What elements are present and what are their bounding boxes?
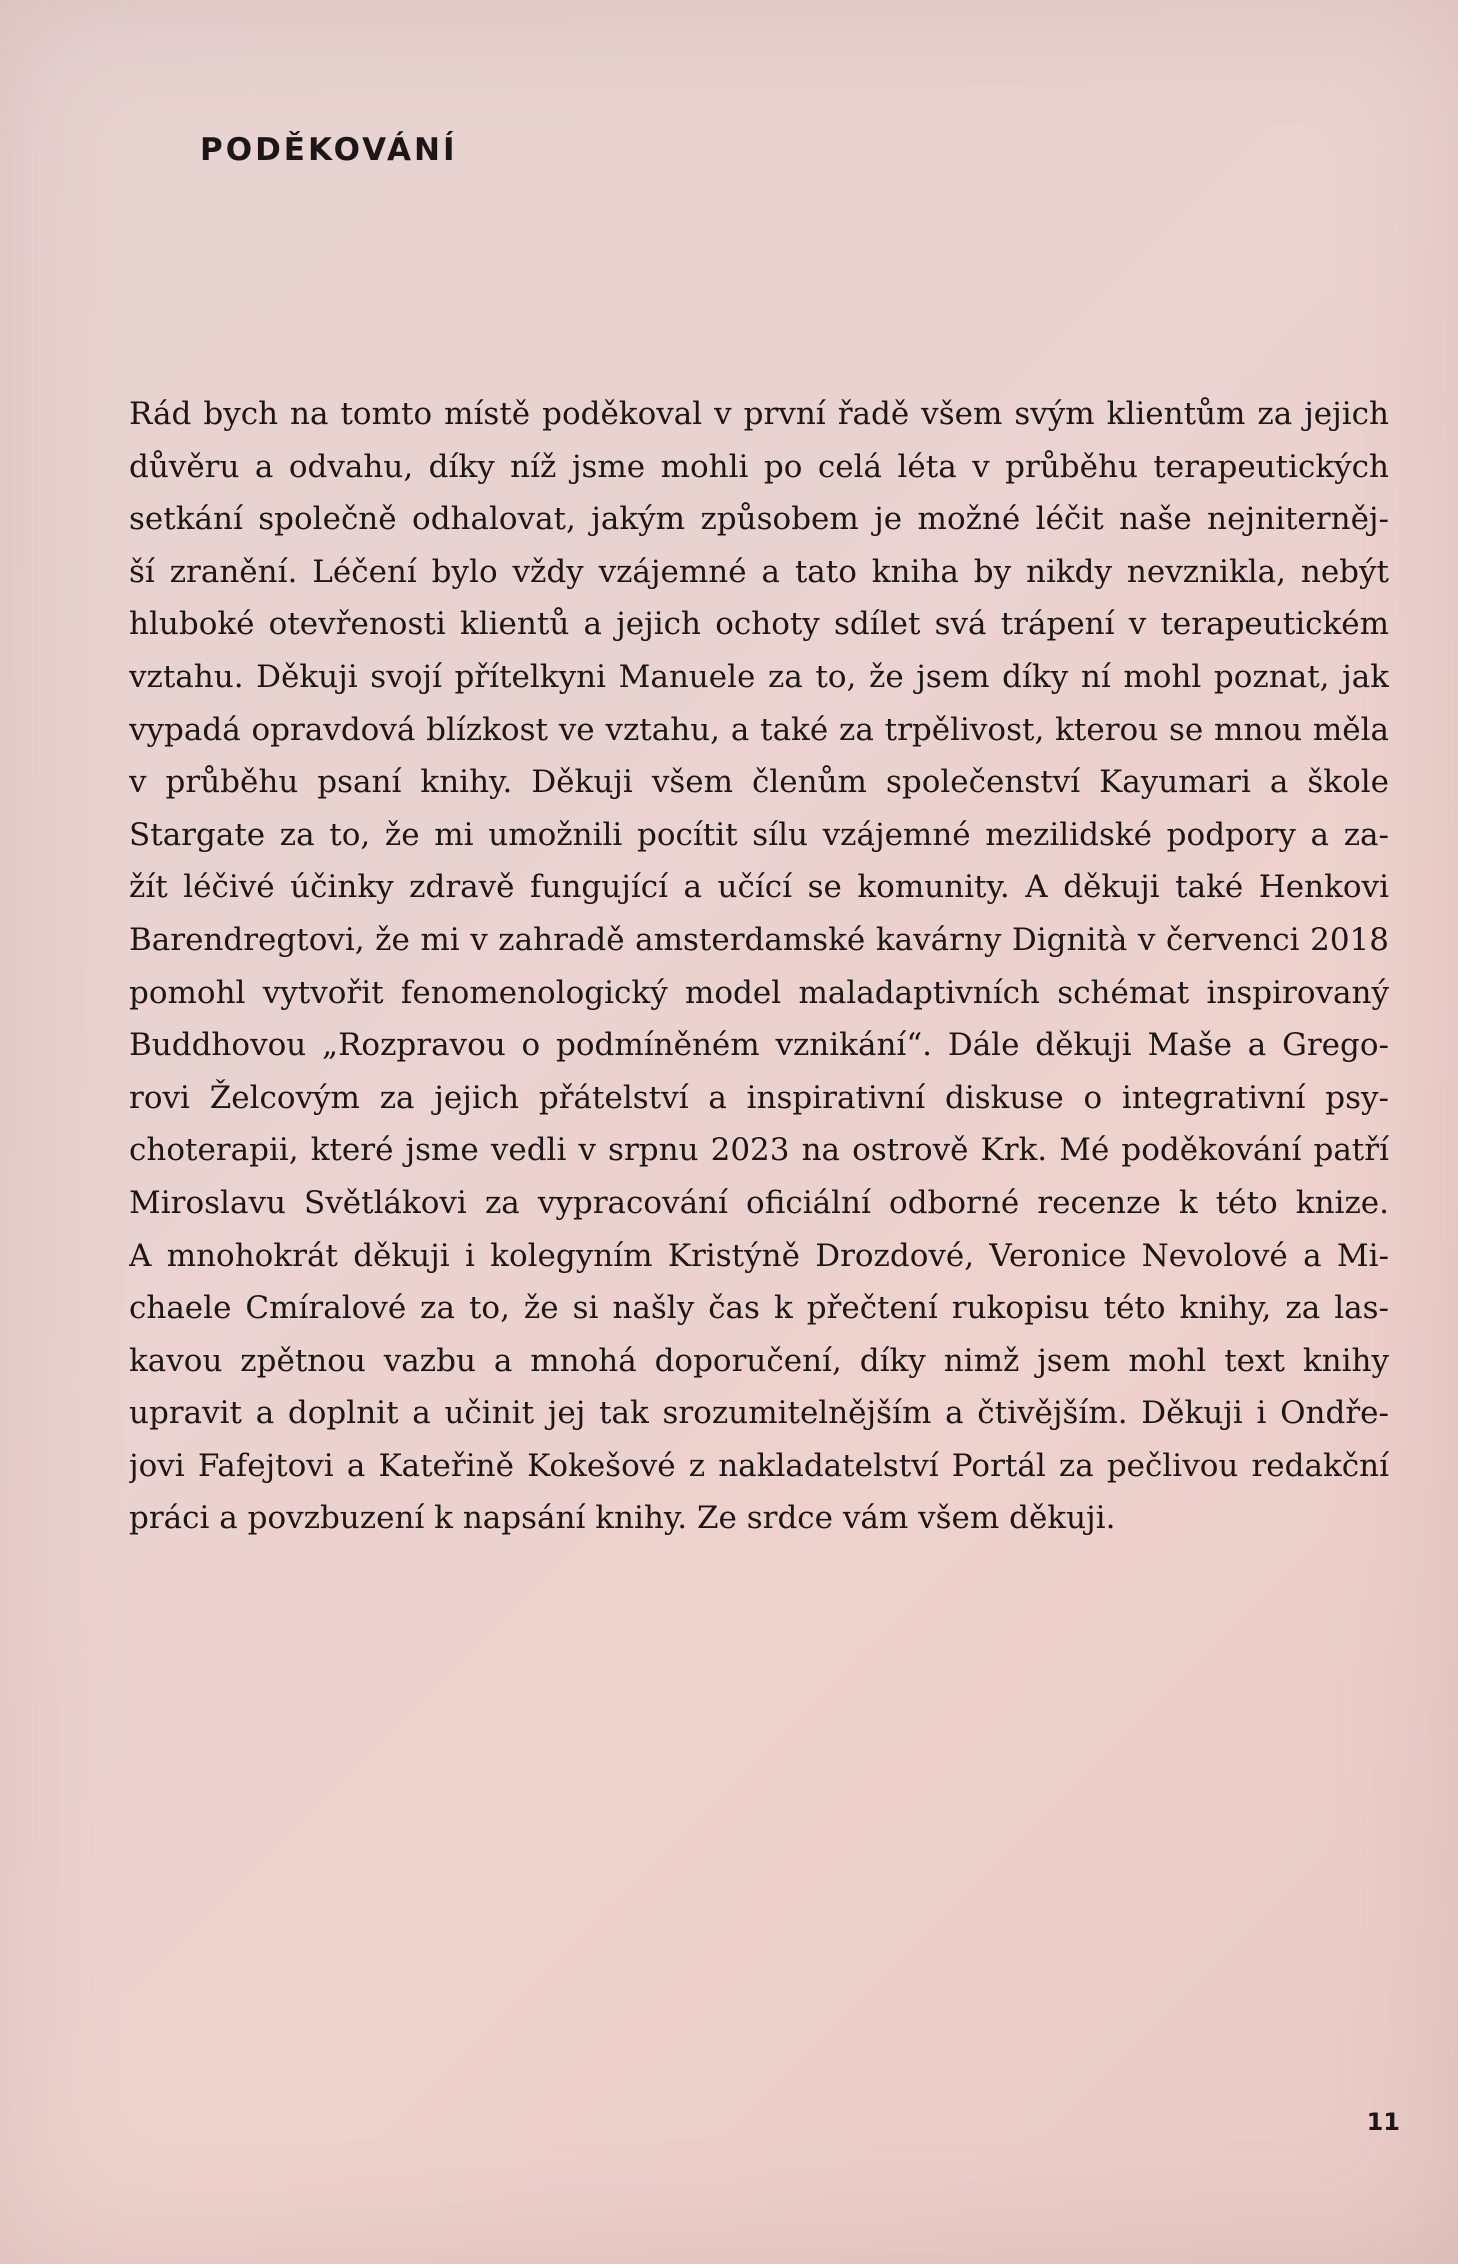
text-line: hluboké otevřenosti klientů a jejich ochoty sdílet svá trápení v terapeutickém [129, 606, 1389, 643]
text-line: Miroslavu Světlákovi za vypracování oficiální odborné recenze k této knize. [129, 1184, 1389, 1221]
text-line: rovi Želcovým za jejich přátelství a inspirativní diskuse o integrativní psy- [129, 1079, 1389, 1116]
text-line: důvěru a odvahu, díky níž jsme mohli po celá léta v průběhu terapeutických [129, 448, 1389, 485]
text-line: vypadá opravdová blízkost ve vztahu, a také za trpělivost, kterou se mnou měla [129, 711, 1389, 748]
text-line: Barendregtovi, že mi v zahradě amsterdamské kavárny Dignità v červenci 2018 [129, 921, 1389, 958]
text-line: pomohl vytvořit fenomenologický model maladaptivních schémat inspirovaný [129, 974, 1389, 1011]
text-line: ší zranění. Léčení bylo vždy vzájemné a tato kniha by nikdy nevznikla, nebýt [129, 553, 1389, 590]
text-line: kavou zpětnou vazbu a mnohá doporučení, díky nimž jsem mohl text knihy [129, 1342, 1389, 1379]
page-heading: PODĚKOVÁNÍ [200, 132, 458, 168]
text-line: Stargate za to, že mi umožnili pocítit sílu vzájemné mezilidské podpory a za- [129, 816, 1389, 853]
text-line: vztahu. Děkuji svojí přítelkyni Manuele za to, že jsem díky ní mohl poznat, jak [129, 658, 1389, 695]
text-line: upravit a doplnit a učinit jej tak srozumitelnějším a čtivějším. Děkuji i Ondře- [129, 1395, 1389, 1432]
text-line: jovi Fafejtovi a Kateřině Kokešové z nakladatelství Portál za pečlivou redakční [129, 1447, 1389, 1484]
text-line: setkání společně odhalovat, jakým způsobem je možné léčit naše nejniterněj- [129, 501, 1389, 538]
text-line: práci a povzbuzení k napsání knihy. Ze srdce vám všem děkuji. [129, 1500, 1116, 1537]
text-line: v průběhu psaní knihy. Děkuji všem členům společenství Kayumari a škole [129, 764, 1389, 801]
page-number: 11 [1366, 2108, 1400, 2136]
text-line: Rád bych na tomto místě poděkoval v první řadě všem svým klientům za jejich [129, 396, 1389, 432]
text-line: choterapii, které jsme vedli v srpnu 2023 na ostrově Krk. Mé poděkování patří [129, 1132, 1389, 1169]
text-line: žít léčivé účinky zdravě fungující a učící se komunity. A děkuji také Henkovi [129, 869, 1389, 906]
text-line: Buddhovou „Rozpravou o podmíněném vznikání“. Dále děkuji Maše a Grego- [129, 1027, 1389, 1064]
text-line: chaele Cmíralové za to, že si našly čas k přečtení rukopisu této knihy, za las- [129, 1290, 1389, 1327]
text-line: A mnohokrát děkuji i kolegyním Kristýně Drozdové, Veronice Nevolové a Mi- [129, 1237, 1389, 1274]
acknowledgements-text [129, 388, 1389, 1545]
